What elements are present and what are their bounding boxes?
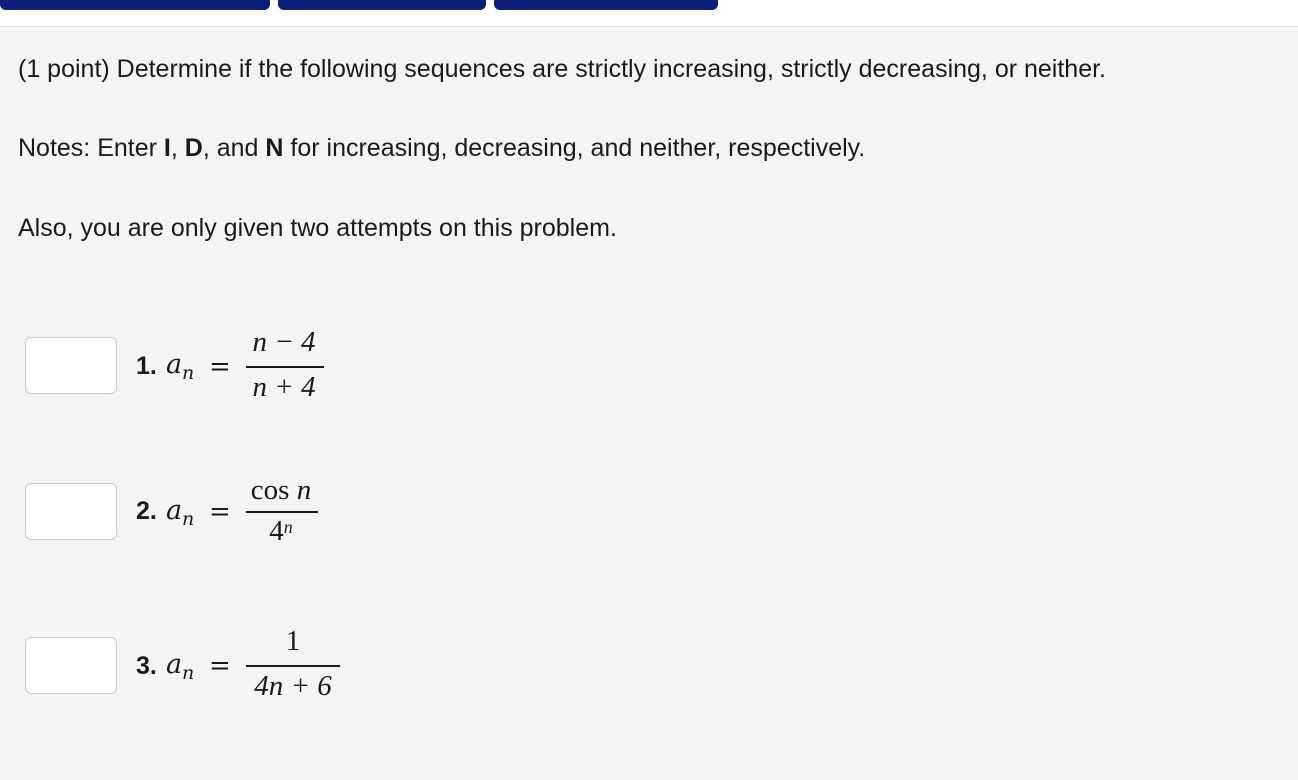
- item-2-numerator: [244, 474, 318, 506]
- item-3-equals: =: [209, 651, 231, 681]
- item-1-variable: a: [166, 349, 183, 380]
- item-number-3: 3.: [136, 652, 157, 680]
- item-1-numerator: n − 4: [252, 326, 316, 358]
- item-1-fraction-bar: [246, 366, 324, 368]
- item-2-fraction-bar: [246, 511, 318, 513]
- item-3-variable: a: [166, 649, 183, 680]
- item-2-numerator-var: n: [296, 474, 312, 506]
- item-2-equals: =: [209, 497, 231, 527]
- nav-tab-1[interactable]: [0, 0, 270, 10]
- notes-sep-2: , and: [202, 134, 266, 162]
- item-number-1: 1.: [136, 352, 157, 380]
- answer-input-1[interactable]: [25, 337, 117, 394]
- code-neither: N: [265, 134, 284, 162]
- notes-prefix: Notes: Enter: [18, 134, 164, 162]
- item-3-fraction-bar: [246, 665, 340, 667]
- code-increasing: I: [163, 134, 171, 162]
- problem-intro: (1 point) Determine if the following sequences are strictly increasing, strictly decreasing, or neither.: [18, 55, 1107, 83]
- answer-input-2[interactable]: [25, 483, 117, 540]
- problem-panel: [0, 26, 1298, 780]
- nav-tab-2[interactable]: [278, 0, 486, 10]
- item-3-subscript: n: [182, 662, 195, 684]
- item-3-numerator: 1: [285, 625, 301, 657]
- item-1-subscript: n: [182, 362, 195, 384]
- item-1-denominator: n + 4: [252, 371, 316, 403]
- item-2-cos: cos: [250, 474, 290, 506]
- nav-tab-3[interactable]: [494, 0, 718, 10]
- item-2-denominator-base: 4: [269, 515, 284, 547]
- item-2-denominator: [244, 515, 318, 547]
- notes-sep-1: ,: [170, 134, 185, 162]
- top-navigation-bar: [0, 0, 1298, 26]
- answer-input-3[interactable]: [25, 637, 117, 694]
- item-2-subscript: n: [182, 508, 195, 530]
- item-1-equals: =: [209, 352, 231, 382]
- attempts-note: Also, you are only given two attempts on this problem.: [18, 214, 617, 242]
- problem-notes: [18, 133, 865, 163]
- item-2-denominator-exponent: n: [283, 517, 293, 537]
- item-3-denominator: 4n + 6: [254, 670, 332, 702]
- item-2-variable: a: [166, 495, 183, 526]
- notes-suffix: for increasing, decreasing, and neither, respectively.: [283, 134, 866, 162]
- item-number-2: 2.: [136, 497, 157, 525]
- code-decreasing: D: [184, 134, 203, 162]
